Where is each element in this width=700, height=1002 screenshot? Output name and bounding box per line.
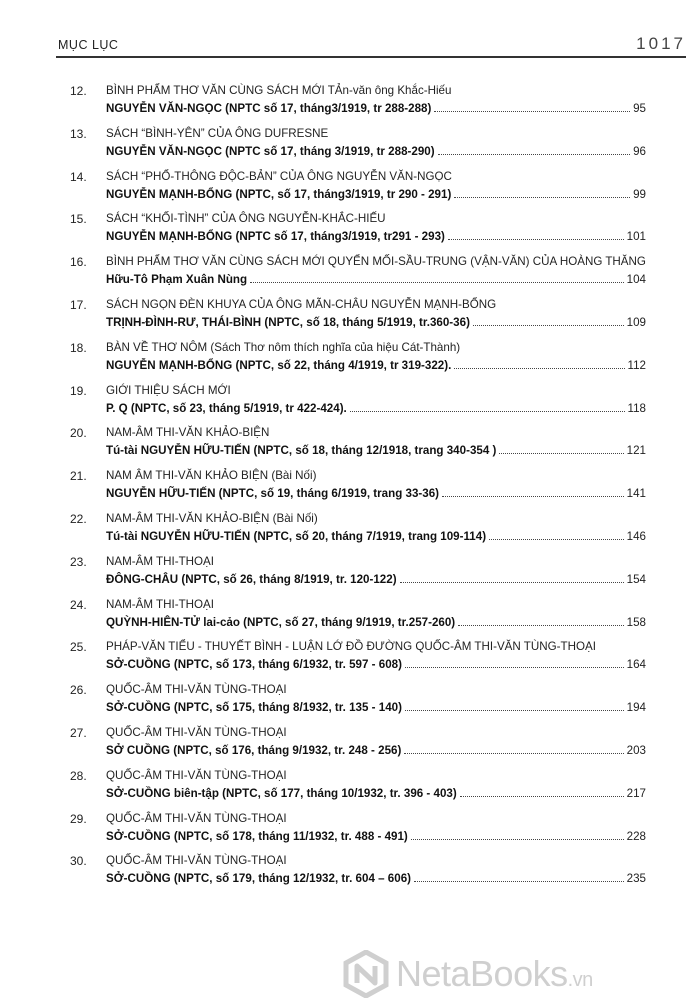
entry-source: ĐÔNG-CHÂU (NPTC, số 26, tháng 8/1919, tr. 120-122) (106, 572, 397, 586)
entry-source-line (106, 573, 646, 586)
entry-page-number: 154 (626, 572, 646, 586)
entry-number: 22. (70, 511, 87, 526)
entry-title: NAM-ÂM THI-THOẠI (106, 597, 214, 611)
entry-source-line (106, 444, 646, 457)
entry-number: 28. (70, 768, 87, 783)
entry-title: NAM ÂM THI-VĂN KHẢO BIỆN (Bài Nối) (106, 469, 317, 483)
entry-page-number: 96 (633, 144, 646, 158)
entry-source: Tú-tài NGUYỄN HỮU-TIẾN (NPTC, số 18, tháng 12/1918, trang 340-354 ) (106, 444, 497, 458)
entry-source-line (106, 744, 646, 757)
dot-leader (448, 239, 624, 240)
toc-entry (70, 636, 660, 679)
entry-page-number: 158 (626, 615, 646, 629)
table-of-contents (70, 80, 660, 893)
entry-page-number: 203 (626, 743, 646, 757)
entry-title: BÌNH PHẨM THƠ VĂN CÙNG SÁCH MỚI TẢn-văn ông Khắc-Hiếu (106, 84, 452, 97)
dot-leader (404, 753, 623, 754)
entry-page-number: 194 (626, 701, 646, 715)
entry-page-number: 104 (626, 273, 646, 287)
entry-source-line (106, 701, 646, 714)
dot-leader (489, 539, 624, 540)
entry-title: NAM-ÂM THI-VĂN KHẢO-BIỆN (Bài Nối) (106, 511, 318, 525)
dot-leader (414, 881, 624, 882)
entry-number: 26. (70, 683, 87, 698)
dot-leader (411, 839, 624, 840)
entry-page-number: 112 (627, 358, 646, 372)
entry-source-line (106, 230, 646, 243)
entry-number: 14. (70, 169, 87, 184)
toc-entry (70, 422, 660, 465)
entry-source: SỞ-CUỒNG (NPTC, số 173, tháng 6/1932, tr. 597 - 608) (106, 658, 402, 672)
dot-leader (473, 325, 624, 326)
entry-source-line (106, 102, 646, 115)
entry-page-number: 99 (633, 187, 646, 201)
dot-leader (434, 111, 630, 112)
entry-source-line (106, 188, 646, 201)
page-header (56, 34, 686, 58)
entry-source: SỞ-CUỒNG (NPTC, số 179, tháng 12/1932, tr. 604 – 606) (106, 872, 411, 886)
entry-page-number: 95 (633, 102, 646, 115)
entry-title: BÀN VỀ THƠ NÔM (Sách Thơ nôm thích nghĩa của hiệu Cát-Thành) (106, 340, 461, 354)
entry-page-number: 121 (626, 444, 646, 458)
entry-source: NGUYỄN MẠNH-BỔNG (NPTC, số 22, tháng 4/1919, tr 319-322). (106, 358, 452, 372)
entry-title: SÁCH NGỌN ĐÈN KHUYA CỦA ÔNG MÃN-CHÂU NGUYỄN MẠNH-BỔNG (106, 297, 497, 311)
toc-entry (70, 208, 660, 251)
entry-source-line (106, 872, 646, 885)
entry-title: GIỚI THIỆU SÁCH MỚI (106, 383, 231, 397)
entry-title: NAM-ÂM THI-VĂN KHẢO-BIỆN (106, 426, 270, 440)
toc-entry (70, 166, 660, 209)
entry-source-line (106, 830, 646, 843)
entry-source: SỞ-CUỒNG (NPTC, số 175, tháng 8/1932, tr. 135 - 140) (106, 701, 402, 715)
entry-source-line (106, 273, 646, 286)
entry-source-line (106, 487, 646, 500)
entry-title: QUỐC-ÂM THI-VĂN TÙNG-THOẠI (106, 854, 287, 868)
entry-source: Hữu-Tô Phạm Xuân Nùng (106, 273, 248, 287)
toc-entry (70, 465, 660, 508)
toc-entry (70, 380, 660, 423)
netabooks-logo-icon (342, 950, 390, 998)
entry-source: TRỊNH-ĐÌNH-RƯ, THÁI-BÌNH (NPTC, số 18, tháng 5/1919, tr.360-36) (106, 315, 470, 329)
entry-page-number: 146 (626, 529, 646, 543)
entry-number: 13. (70, 126, 87, 141)
dot-leader (400, 582, 624, 583)
dot-leader (350, 411, 625, 412)
entry-title: SÁCH “KHỐI-TÌNH” CỦA ÔNG NGUYỄN-KHẮC-HIẾU (106, 212, 386, 226)
entry-number: 15. (70, 212, 87, 227)
header-rule (56, 56, 686, 58)
entry-source: NGUYỄN VĂN-NGỌC (NPTC số 17, tháng 3/1919, tr 288-290) (106, 144, 435, 158)
watermark (342, 948, 698, 1000)
dot-leader (454, 368, 624, 369)
entry-source-line (106, 787, 646, 800)
entry-source: SỞ CUỒNG (NPTC, số 176, tháng 9/1932, tr. 248 - 256) (106, 743, 402, 757)
toc-entry (70, 722, 660, 765)
dot-leader (442, 496, 624, 497)
entry-title: PHÁP-VĂN TIỂU - THUYẾT BÌNH - LUẬN LỚ ĐỒ ĐƯỜNG QUỐC-ÂM THI-VĂN TÙNG-THOẠI (106, 640, 596, 654)
entry-number: 30. (70, 854, 87, 869)
toc-entry (70, 80, 660, 123)
toc-entry (70, 850, 660, 893)
toc-entry (70, 808, 660, 851)
dot-leader (458, 625, 624, 626)
entry-number: 19. (70, 383, 87, 398)
entry-source-line (106, 145, 646, 158)
entry-number: 25. (70, 640, 87, 655)
entry-source: NGUYỄN MẠNH-BỔNG (NPTC số 17, tháng3/1919, tr291 - 293) (106, 230, 445, 244)
entry-source-line (106, 402, 646, 415)
entry-source-line (106, 359, 646, 372)
header-title: MỤC LỤC (58, 38, 119, 52)
entry-number: 12. (70, 84, 87, 98)
entry-title: SÁCH “PHỔ-THÔNG ĐỘC-BẢN” CỦA ÔNG NGUYỄN VĂN-NGỌC (106, 169, 452, 183)
entry-source-line (106, 530, 646, 543)
entry-page-number: 141 (626, 487, 646, 501)
header-page-number: 1017 (636, 34, 686, 53)
entry-page-number: 217 (626, 786, 646, 800)
entry-source: NGUYỄN MẠNH-BỔNG (NPTC, số 17, tháng3/1919, tr 290 - 291) (106, 187, 452, 201)
entry-title: SÁCH “BÌNH-YÊN” CỦA ÔNG DUFRESNE (106, 126, 329, 140)
entry-title: NAM-ÂM THI-THOẠI (106, 554, 214, 568)
entry-source: SỞ-CUỒNG biên-tập (NPTC, số 177, tháng 10/1932, tr. 396 - 403) (106, 786, 457, 800)
entry-number: 18. (70, 340, 87, 355)
toc-entry (70, 123, 660, 166)
entry-number: 16. (70, 255, 87, 270)
dot-leader (250, 282, 624, 283)
entry-number: 21. (70, 469, 87, 484)
entry-source: P. Q (NPTC, số 23, tháng 5/1919, tr 422-424). (106, 401, 347, 415)
entry-number: 20. (70, 426, 87, 441)
toc-entry (70, 294, 660, 337)
entry-number: 23. (70, 554, 87, 569)
dot-leader (460, 796, 624, 797)
entry-title: BÌNH PHẨM THƠ VĂN CÙNG SÁCH MỚI QUYỂN MỐI-SẦU-TRUNG (VẬN-VĂN) CỦA HOÀNG THĂNG (106, 255, 646, 269)
dot-leader (405, 667, 624, 668)
dot-leader (405, 710, 624, 711)
toc-entry (70, 251, 660, 294)
toc-entry (70, 594, 660, 637)
toc-entry (70, 551, 660, 594)
entry-title: QUỐC-ÂM THI-VĂN TÙNG-THOẠI (106, 768, 287, 782)
entry-page-number: 118 (627, 401, 646, 415)
dot-leader (499, 453, 623, 454)
toc-entry (70, 508, 660, 551)
entry-page-number: 228 (626, 829, 646, 843)
entry-source: NGUYỄN VĂN-NGỌC (NPTC số 17, tháng3/1919, tr 288-288) (106, 102, 432, 115)
watermark-text (396, 953, 593, 995)
entry-number: 17. (70, 297, 87, 312)
entry-source: QUỲNH-HIÊN-TỬ lai-cảo (NPTC, số 27, tháng 9/1919, tr.257-260) (106, 615, 456, 629)
dot-leader (438, 154, 631, 155)
entry-page-number: 235 (626, 872, 646, 886)
entry-title: QUỐC-ÂM THI-VĂN TÙNG-THOẠI (106, 811, 287, 825)
entry-source-line (106, 616, 646, 629)
entry-source: Tú-tài NGUYỄN HỮU-TIẾN (NPTC, số 20, tháng 7/1919, trang 109-114) (106, 529, 487, 543)
toc-entry (70, 679, 660, 722)
watermark-brand: NetaBooks (396, 953, 568, 994)
toc-entry (70, 337, 660, 380)
entry-source-line (106, 316, 646, 329)
entry-number: 29. (70, 811, 87, 826)
watermark-suffix: .vn (567, 969, 593, 991)
entry-page-number: 109 (626, 315, 646, 329)
entry-number: 27. (70, 725, 87, 740)
toc-entry (70, 765, 660, 808)
entry-page-number: 164 (626, 658, 646, 672)
entry-number: 24. (70, 597, 87, 612)
entry-page-number: 101 (626, 230, 646, 244)
entry-source: SỞ-CUỒNG (NPTC, số 178, tháng 11/1932, tr. 488 - 491) (106, 829, 408, 843)
dot-leader (454, 197, 630, 198)
entry-title: QUỐC-ÂM THI-VĂN TÙNG-THOẠI (106, 683, 287, 697)
entry-title: QUỐC-ÂM THI-VĂN TÙNG-THOẠI (106, 725, 287, 739)
entry-source: NGUYỄN HỮU-TIẾN (NPTC, số 19, tháng 6/1919, trang 33-36) (106, 487, 440, 501)
entry-source-line (106, 658, 646, 671)
